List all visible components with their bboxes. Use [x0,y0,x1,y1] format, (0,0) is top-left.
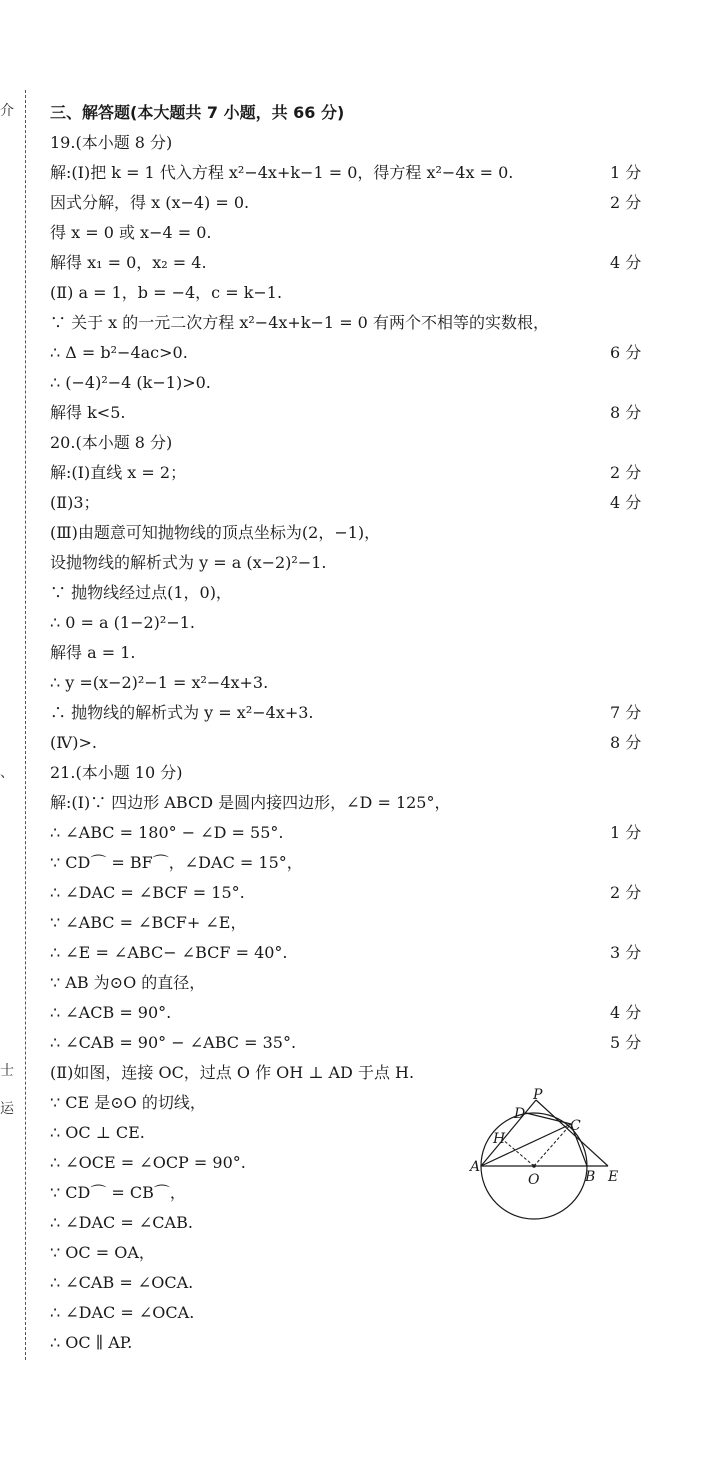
line-text: ∵ OC = OA， [50,1243,155,1262]
margin-char: 、 [0,765,14,781]
solution-line [50,728,650,758]
line-text: ∴ ∠CAB = 90° − ∠ABC = 35°. [50,1033,297,1052]
line-text: 解:(Ⅰ)∵ 四边形 ABCD 是圆内接四边形，∠D = 125°， [50,793,451,812]
line-text: 解得 x₁ = 0，x₂ = 4. [50,253,207,272]
solution-line [50,338,650,368]
solution-line [50,548,650,578]
line-text: ∴ 抛物线的解析式为 y = x²−4x+3. [50,703,314,722]
solution-line [50,668,650,698]
line-text: ∴ (−4)²−4 (k−1)>0. [50,373,211,392]
line-text: 解得 k<5. [50,403,126,422]
solution-line [50,758,650,788]
line-text: ∵ CE 是⊙O 的切线， [50,1093,206,1112]
solution-line [50,1238,650,1268]
score-mark: 8 分 [610,733,642,752]
solution-line [50,248,650,278]
line-text: 因式分解，得 x (x−4) = 0. [50,193,250,212]
margin-char: 士 [0,1063,14,1079]
score-mark: 2 分 [610,193,642,212]
line-text: 21.(本小题 10 分) [50,763,183,782]
score-mark: 8 分 [610,403,642,422]
score-mark: 4 分 [610,253,642,272]
solution-line [50,968,650,998]
solution-line [50,638,650,668]
line-text: ∴ ∠ABC = 180° − ∠D = 55°. [50,823,284,842]
line-text: (Ⅱ)3； [50,493,100,512]
line-text: ∵ AB 为⊙O 的直径， [50,973,206,992]
binding-dashed-line [25,90,26,1360]
solution-line [50,398,650,428]
solution-line [50,158,650,188]
solution-line [50,1328,650,1358]
score-mark: 3 分 [610,943,642,962]
line-text: ∴ ∠DAC = ∠OCA. [50,1303,195,1322]
line-text: ∴ y =(x−2)²−1 = x²−4x+3. [50,673,269,692]
solution-line [50,1298,650,1328]
margin-char: 运 [0,1101,14,1117]
line-text: ∵ 关于 x 的一元二次方程 x²−4x+k−1 = 0 有两个不相等的实数根， [50,313,549,332]
score-mark: 7 分 [610,703,642,722]
solution-line [50,1058,650,1088]
solution-line [50,518,650,548]
label-C: C [570,1118,581,1134]
score-mark: 4 分 [610,493,642,512]
label-H: H [493,1131,506,1147]
solution-line [50,848,650,878]
label-B: B [585,1169,596,1185]
line-text: ∴ Δ = b²−4ac>0. [50,343,188,362]
line-text: ∴ ∠CAB = ∠OCA. [50,1273,194,1292]
solution-line [50,218,650,248]
line-text: 解:(Ⅰ)直线 x = 2； [50,463,187,482]
line-text: (Ⅲ)由题意可知抛物线的顶点坐标为(2，−1)， [50,523,381,542]
solution-line [50,938,650,968]
label-P: P [533,1087,543,1103]
solution-line [50,98,650,128]
score-mark: 2 分 [610,883,642,902]
line-text: 20.(本小题 8 分) [50,433,173,452]
line-text: (Ⅳ)>. [50,733,97,752]
solution-line [50,1028,650,1058]
solution-line [50,188,650,218]
solution-line [50,788,650,818]
label-E: E [608,1169,619,1185]
line-text: ∴ ∠OCE = ∠OCP = 90°. [50,1153,246,1172]
solution-line [50,308,650,338]
score-mark: 1 分 [610,823,642,842]
score-mark: 4 分 [610,1003,642,1022]
label-O: O [528,1172,540,1188]
solution-line [50,998,650,1028]
line-text: ∵ ∠ABC = ∠BCF+ ∠E， [50,913,247,932]
solution-line [50,578,650,608]
line-text: ∴ ∠DAC = ∠CAB. [50,1213,193,1232]
line-text: ∴ OC ⊥ CE. [50,1123,145,1142]
solution-line [50,878,650,908]
line-text: 设抛物线的解析式为 y = a (x−2)²−1. [50,553,327,572]
solution-line [50,368,650,398]
line-text: ∴ 0 = a (1−2)²−1. [50,613,195,632]
solution-line [50,608,650,638]
solution-line [50,908,650,938]
label-D: D [514,1106,526,1122]
solution-line [50,458,650,488]
line-text: ∵ 抛物线经过点(1，0)， [50,583,232,602]
solution-line [50,488,650,518]
line-text: 三、解答题(本大题共 7 小题，共 66 分) [50,103,345,122]
solution-line [50,698,650,728]
solution-line [50,428,650,458]
geometry-figure [468,1086,628,1222]
score-mark: 5 分 [610,1033,642,1052]
line-text: ∴ ∠DAC = ∠BCF = 15°. [50,883,245,902]
line-text: 解得 a = 1. [50,643,136,662]
solution-line [50,128,650,158]
line-text: ∴ ∠ACB = 90°. [50,1003,172,1022]
solution-line [50,278,650,308]
line-text: ∴ OC ∥ AP. [50,1333,133,1352]
solution-line [50,818,650,848]
line-text: ∵ CD⌒ = CB⌒， [50,1183,186,1202]
score-mark: 1 分 [610,163,642,182]
line-text: ∵ CD⌒ = BF⌒，∠DAC = 15°， [50,853,303,872]
score-mark: 6 分 [610,343,642,362]
margin-char: 介 [0,103,14,119]
line-text: ∴ ∠E = ∠ABC− ∠BCF = 40°. [50,943,288,962]
line-text: (Ⅱ)如图，连接 OC，过点 O 作 OH ⊥ AD 于点 H. [50,1063,415,1082]
solution-line [50,1268,650,1298]
score-mark: 2 分 [610,463,642,482]
line-text: 解:(Ⅰ)把 k = 1 代入方程 x²−4x+k−1 = 0，得方程 x²−4x = 0. [50,163,514,182]
line-text: 19.(本小题 8 分) [50,133,173,152]
line-text: 得 x = 0 或 x−4 = 0. [50,223,212,242]
label-A: A [470,1159,481,1175]
line-text: (Ⅱ) a = 1，b = −4，c = k−1. [50,283,283,302]
